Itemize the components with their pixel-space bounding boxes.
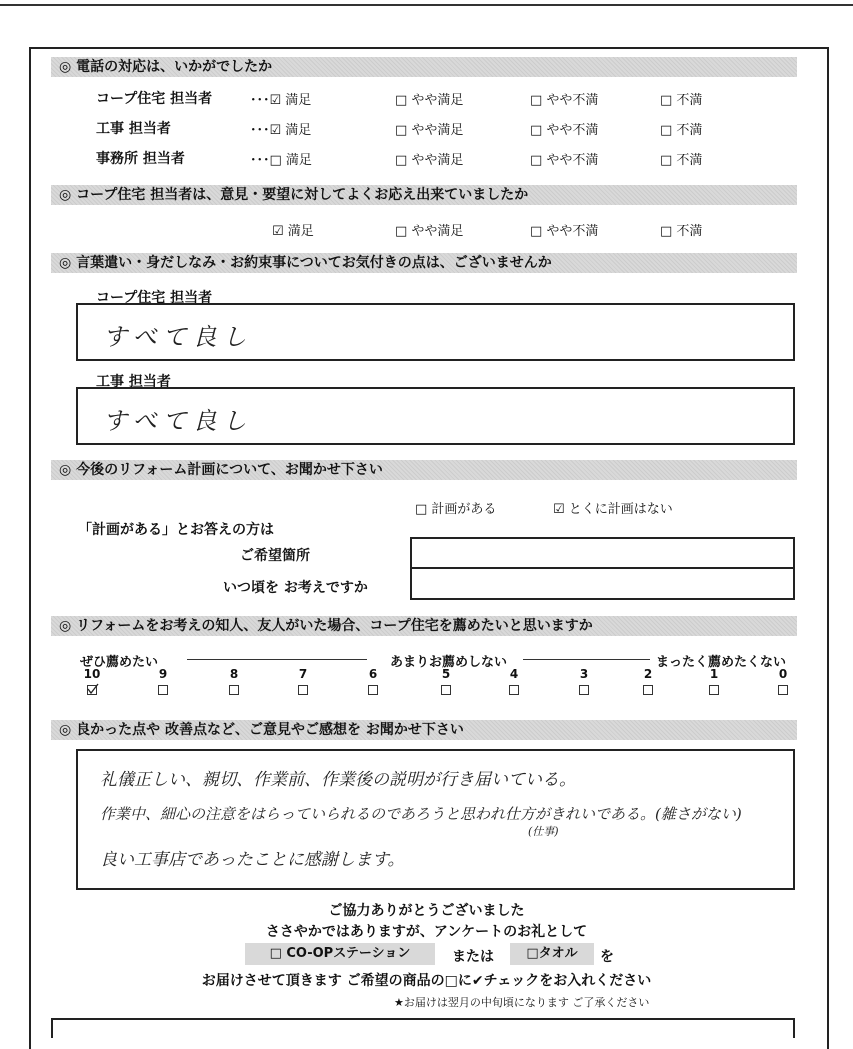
q3-koji-textbox[interactable] <box>76 387 795 445</box>
q1-heading: ◎ 電話の対応は、いかがでしたか <box>51 57 797 77</box>
q5-checkbox-6[interactable] <box>368 685 378 695</box>
footer-deliver: お届けさせて頂きます ご希望の商品の□に✔チェックをお入れください <box>201 973 652 989</box>
q1-row2-opt3[interactable]: □ やや不満 <box>530 123 599 138</box>
q5-line-right <box>523 659 650 660</box>
q4-when-label: いつ頃を お考えですか <box>223 580 368 596</box>
q5-checkbox-10[interactable] <box>87 685 97 695</box>
q5-scale-8: 8 <box>229 667 239 681</box>
q1-row3-opt3[interactable]: □ やや不満 <box>530 153 599 168</box>
q6-handwriting-line1: 礼儀正しい、親切、作業前、作業後の説明が行き届いている。 <box>100 770 576 790</box>
q1-row1-opt3[interactable]: □ やや不満 <box>530 93 599 108</box>
q4-place-label: ご希望箇所 <box>240 548 310 564</box>
footer-thanks: ご協力ありがとうございました <box>328 903 525 919</box>
q5-checkbox-7[interactable] <box>298 685 308 695</box>
q5-scale-3: 3 <box>579 667 589 681</box>
q6-handwriting-line2: 作業中、細心の注意をはらっていられるのであろうと思われ仕方がきれいである。(雑さがない) <box>100 805 742 823</box>
q3-koji-label: 工事 担当者 <box>96 374 171 390</box>
q5-middle-label: あまりお薦めしない <box>390 655 508 670</box>
q5-scale-10: 10 <box>83 667 101 681</box>
check-icon <box>87 683 99 695</box>
q2-heading: ◎ コープ住宅 担当者は、意見・要望に対してよくお応え出来ていましたか <box>51 185 797 205</box>
q2-opt1[interactable]: ☑ 満足 <box>272 224 314 239</box>
q6-comment-box[interactable] <box>76 749 795 890</box>
q4-heading: ◎ 今後のリフォーム計画について、お聞かせ下さい <box>51 460 797 480</box>
q1-row2-opt1[interactable]: ･･･☑ 満足 <box>250 123 312 138</box>
q4-when-input[interactable] <box>410 567 795 600</box>
q3-coop-label: コープ住宅 担当者 <box>96 290 213 306</box>
q5-right-label: まったく薦めたくない <box>656 655 787 670</box>
footer-towel-option[interactable]: □タオル <box>510 943 594 965</box>
q5-checkbox-4[interactable] <box>509 685 519 695</box>
q1-row3-opt4[interactable]: □ 不満 <box>660 153 703 168</box>
q5-checkbox-3[interactable] <box>579 685 589 695</box>
q4-if-plan-label: 「計画がある」とお答えの方は <box>78 522 274 538</box>
q5-scale-4: 4 <box>509 667 519 681</box>
q1-row3-opt2[interactable]: □ やや満足 <box>395 153 464 168</box>
q1-row1-opt4[interactable]: □ 不満 <box>660 93 703 108</box>
q1-row1-opt2[interactable]: □ やや満足 <box>395 93 464 108</box>
q5-scale-5: 5 <box>441 667 451 681</box>
q5-checkbox-0[interactable] <box>778 685 788 695</box>
q2-opt3[interactable]: □ やや不満 <box>530 224 599 239</box>
q1-row2-opt2[interactable]: □ やや満足 <box>395 123 464 138</box>
q3-coop-handwriting: すべて良し <box>103 323 253 351</box>
q5-scale-2: 2 <box>643 667 653 681</box>
q3-heading: ◎ 言葉遣い・身だしなみ・お約束事についてお気付きの点は、ございませんか <box>51 253 797 273</box>
q4-place-input[interactable] <box>410 537 795 569</box>
q5-checkbox-5[interactable] <box>441 685 451 695</box>
q6-handwriting-note: (仕事) <box>528 825 559 838</box>
q1-row2-label: 工事 担当者 <box>96 121 171 137</box>
footer-or: または <box>452 949 494 965</box>
q5-checkbox-1[interactable] <box>709 685 719 695</box>
q5-scale-1: 1 <box>709 667 719 681</box>
q5-scale-0: 0 <box>778 667 788 681</box>
q2-opt2[interactable]: □ やや満足 <box>395 224 464 239</box>
next-section-box <box>51 1018 795 1038</box>
footer-gift: ささやかではありますが、アンケートのお礼として <box>265 924 588 940</box>
q5-checkbox-8[interactable] <box>229 685 239 695</box>
q4-opt-plan[interactable]: □ 計画がある <box>415 502 497 517</box>
q5-checkbox-9[interactable] <box>158 685 168 695</box>
q3-coop-textbox[interactable] <box>76 303 795 361</box>
q1-row2-opt4[interactable]: □ 不満 <box>660 123 703 138</box>
q1-row3-label: 事務所 担当者 <box>96 151 185 167</box>
page-top-edge <box>0 4 853 6</box>
q6-handwriting-line3: 良い工事店であったことに感謝します。 <box>100 850 405 870</box>
q5-checkbox-2[interactable] <box>643 685 653 695</box>
q1-row1-label: コープ住宅 担当者 <box>96 91 213 107</box>
footer-wo: を <box>600 949 614 965</box>
q5-line-left <box>187 659 367 660</box>
q6-heading: ◎ 良かった点や 改善点など、ご意見やご感想を お聞かせ下さい <box>51 720 797 740</box>
footer-note: ★お届けは翌月の中旬頃になります ご了承ください <box>394 996 650 1009</box>
q1-row3-opt1[interactable]: ･･･□ 満足 <box>250 153 312 168</box>
footer-coop-option[interactable]: □ CO-OPステーション <box>245 943 435 965</box>
q5-scale-9: 9 <box>158 667 168 681</box>
q5-left-label: ぜひ薦めたい <box>80 655 159 670</box>
q5-scale-7: 7 <box>298 667 308 681</box>
q4-opt-noplan[interactable]: ☑ とくに計画はない <box>553 502 673 517</box>
q1-row1-opt1[interactable]: ･･･☑ 満足 <box>250 93 312 108</box>
q5-scale-6: 6 <box>368 667 378 681</box>
q5-heading: ◎ リフォームをお考えの知人、友人がいた場合、コープ住宅を薦めたいと思いますか <box>51 616 797 636</box>
q3-koji-handwriting: すべて良し <box>103 407 253 435</box>
q2-opt4[interactable]: □ 不満 <box>660 224 703 239</box>
